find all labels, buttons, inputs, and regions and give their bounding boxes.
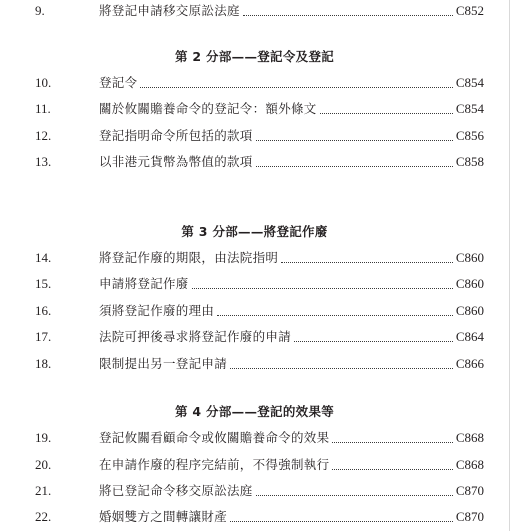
entry-number: 18. (35, 356, 52, 371)
entry-number: 22. (35, 509, 52, 524)
entry-number: 21. (35, 483, 52, 498)
dot-leader (192, 283, 453, 289)
entry-number: 13. (35, 154, 52, 169)
entry-title[interactable]: 須將登記作廢的理由 (99, 303, 215, 318)
entry-page[interactable]: C870 (455, 509, 484, 524)
entry-number: 9. (35, 3, 45, 18)
entry-number: 19. (35, 430, 52, 445)
dot-leader (230, 363, 453, 369)
dot-leader (230, 516, 453, 522)
entry-page[interactable]: C860 (455, 303, 484, 318)
entry-title[interactable]: 將登記申請移交原訟法庭 (99, 3, 240, 18)
toc-entry[interactable] (0, 354, 519, 374)
entry-number: 10. (35, 75, 52, 90)
dot-leader (281, 257, 453, 263)
division-heading: 第 4 分部——登記的效果等 (174, 404, 335, 419)
entry-page[interactable]: C866 (455, 356, 484, 371)
entry-number: 17. (35, 329, 52, 344)
toc-entry[interactable] (0, 126, 519, 146)
entry-page[interactable]: C856 (455, 128, 484, 143)
toc-entry[interactable] (0, 1, 519, 21)
toc-entry[interactable] (0, 507, 519, 527)
dot-leader (294, 336, 453, 342)
division-heading: 第 3 分部——將登記作廢 (181, 224, 328, 239)
dot-leader (256, 161, 453, 167)
toc-entry[interactable] (0, 301, 519, 321)
entry-page[interactable]: C854 (455, 101, 484, 116)
entry-number: 12. (35, 128, 52, 143)
entry-title[interactable]: 申請將登記作廢 (99, 276, 189, 291)
entry-title[interactable]: 登記令 (99, 75, 138, 90)
entry-number: 20. (35, 457, 52, 472)
toc-entry[interactable] (0, 274, 519, 294)
entry-title[interactable]: 登記指明命令所包括的款項 (99, 128, 253, 143)
dot-leader (140, 82, 452, 88)
toc-entry[interactable] (0, 99, 519, 119)
entry-number: 15. (35, 276, 52, 291)
entry-page[interactable]: C852 (455, 3, 484, 18)
entry-page[interactable]: C860 (455, 276, 484, 291)
toc-entry[interactable] (0, 152, 519, 172)
entry-title[interactable]: 限制提出另一登記申請 (99, 356, 228, 371)
entry-page[interactable]: C870 (455, 483, 484, 498)
entry-page[interactable]: C864 (455, 329, 484, 344)
entry-title[interactable]: 登記攸關看顧命令或攸關贍養命令的效果 (99, 430, 330, 445)
entry-number: 11. (35, 101, 51, 116)
toc-entry[interactable] (0, 327, 519, 347)
entry-title[interactable]: 法院可押後尋求將登記作廢的申請 (99, 329, 292, 344)
entry-title[interactable]: 在申請作廢的程序完結前，不得強制執行 (99, 457, 330, 472)
dot-leader (256, 490, 453, 496)
entry-title[interactable]: 婚姻雙方之間轉讓財產 (99, 509, 228, 524)
toc-entry[interactable] (0, 481, 519, 501)
toc-entry[interactable] (0, 248, 519, 268)
entry-page[interactable]: C854 (455, 75, 484, 90)
entry-page[interactable]: C868 (455, 457, 484, 472)
entry-page[interactable]: C868 (455, 430, 484, 445)
toc-entry[interactable] (0, 73, 519, 93)
entry-title[interactable]: 將登記作廢的期限，由法院指明 (99, 250, 279, 265)
entry-title[interactable]: 將已登記命令移交原訟法庭 (99, 483, 253, 498)
toc-entry[interactable] (0, 428, 519, 448)
division-heading: 第 2 分部——登記令及登記 (174, 49, 335, 64)
entry-title[interactable]: 以非港元貨幣為幣值的款項 (99, 154, 253, 169)
entry-title[interactable]: 關於攸關贍養命令的登記令：額外條文 (99, 101, 317, 116)
entry-page[interactable]: C858 (455, 154, 484, 169)
entry-number: 14. (35, 250, 52, 265)
dot-leader (332, 437, 452, 443)
entry-number: 16. (35, 303, 52, 318)
dot-leader (320, 108, 453, 114)
dot-leader (217, 310, 453, 316)
entry-page[interactable]: C860 (455, 250, 484, 265)
dot-leader (243, 10, 453, 16)
dot-leader (332, 464, 452, 470)
dot-leader (256, 135, 453, 141)
toc-entry[interactable] (0, 455, 519, 475)
